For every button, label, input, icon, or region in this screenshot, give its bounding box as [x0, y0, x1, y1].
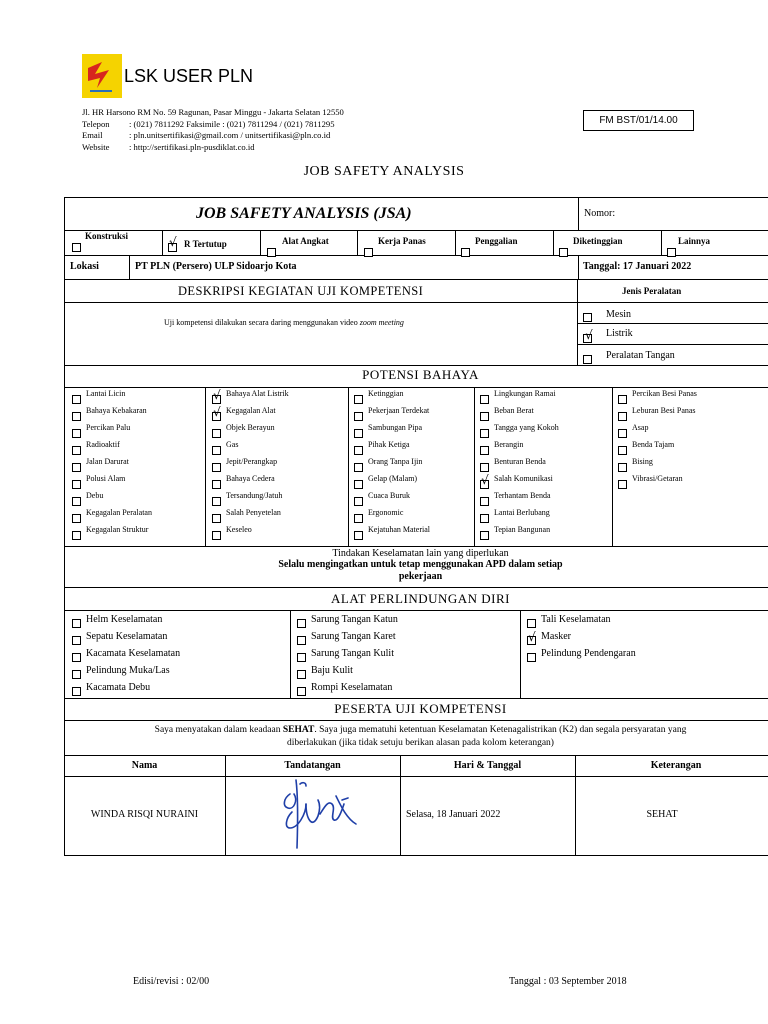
apd-checkbox[interactable]: [72, 687, 81, 696]
potensi-checkbox[interactable]: [72, 497, 81, 506]
worktype-rtertutup-label: R Tertutup: [184, 239, 227, 249]
potensi-label: Orang Tanpa Ijin: [368, 457, 423, 466]
potensi-label: Berangin: [494, 440, 524, 449]
potensi-label: Kejatuhan Material: [368, 525, 430, 534]
potensi-checkbox[interactable]: [618, 480, 627, 489]
apd-checkbox[interactable]: [72, 619, 81, 628]
potensi-label: Bahaya Alat Listrik: [226, 389, 289, 398]
potensi-checkbox[interactable]: [72, 395, 81, 404]
potensi-label: Sambungan Pipa: [368, 423, 422, 432]
potensi-label: Asap: [632, 423, 649, 432]
potensi-label: Benturan Benda: [494, 457, 546, 466]
potensi-checkbox[interactable]: [354, 446, 363, 455]
pln-logo-icon: [82, 54, 122, 98]
potensi-label: Tersandung/Jatuh: [226, 491, 283, 500]
check-icon: √: [585, 328, 593, 342]
potensi-label: Bahaya Kebakaran: [86, 406, 147, 415]
potensi-checkbox[interactable]: [72, 412, 81, 421]
apd-heading: ALAT PERLINDUNGAN DIRI: [330, 591, 511, 606]
apd-checkbox[interactable]: [527, 653, 536, 662]
apd-label: Baju Kulit: [311, 665, 353, 676]
potensi-checkbox[interactable]: [480, 429, 489, 438]
worktype-lainnya-checkbox[interactable]: [667, 248, 676, 257]
potensi-checkbox[interactable]: [72, 480, 81, 489]
apd-label: Kacamata Debu: [86, 682, 151, 693]
peserta-hari-tanggal: Selasa, 18 Januari 2022: [406, 809, 501, 820]
worktype-alatangkat-label: Alat Angkat: [282, 236, 329, 246]
check-icon: √: [528, 630, 536, 644]
potensi-label: Objek Berayun: [226, 423, 275, 432]
potensi-label: Cuaca Buruk: [368, 491, 410, 500]
potensi-label: Tangga yang Kokoh: [494, 423, 559, 432]
potensi-label: Terhantam Benda: [494, 491, 551, 500]
apd-label: Sepatu Keselamatan: [86, 631, 168, 642]
jsa-title: JOB SAFETY ANALYSIS (JSA): [196, 205, 412, 222]
worktype-penggalian-checkbox[interactable]: [461, 248, 470, 257]
potensi-checkbox[interactable]: [212, 531, 221, 540]
potensi-label: Kegagalan Struktur: [86, 525, 149, 534]
tindakan-line2: pekerjaan: [398, 571, 443, 582]
potensi-label: Salah Penyetelan: [226, 508, 281, 517]
potensi-label: Vibrasi/Getaran: [632, 474, 683, 483]
apd-checkbox[interactable]: [297, 670, 306, 679]
deskripsi-heading: DESKRIPSI KEGIATAN UJI KOMPETENSI: [178, 284, 424, 298]
potensi-checkbox[interactable]: [354, 395, 363, 404]
potensi-label: Lantai Berlubang: [494, 508, 550, 517]
worktype-diketinggian-checkbox[interactable]: [559, 248, 568, 257]
jenis-listrik-label: Listrik: [606, 328, 633, 339]
potensi-label: Debu: [86, 491, 104, 500]
potensi-checkbox[interactable]: [618, 395, 627, 404]
col-header-keterangan: Keterangan: [650, 760, 702, 771]
potensi-checkbox[interactable]: [354, 514, 363, 523]
org-name: LSK USER PLN: [124, 66, 254, 86]
worktype-kerjapanas-checkbox[interactable]: [364, 248, 373, 257]
potensi-checkbox[interactable]: [618, 463, 627, 472]
potensi-checkbox[interactable]: [618, 446, 627, 455]
jenis-mesin-checkbox[interactable]: [583, 313, 592, 322]
apd-label: Tali Keselamatan: [541, 614, 611, 625]
col-header-tandatangan: Tandatangan: [284, 760, 341, 771]
potensi-checkbox[interactable]: [72, 446, 81, 455]
worktype-konstruksi-label: Konstruksi: [85, 231, 129, 241]
potensi-checkbox[interactable]: [212, 446, 221, 455]
potensi-label: Percikan Besi Panas: [632, 389, 697, 398]
check-icon: √: [169, 235, 177, 249]
potensi-checkbox[interactable]: [480, 497, 489, 506]
check-icon: √: [213, 405, 221, 419]
worktype-diketinggian-label: Diketinggian: [573, 236, 623, 246]
potensi-label: Jalan Darurat: [86, 457, 129, 466]
document-title: JOB SAFETY ANALYSIS: [303, 164, 465, 179]
potensi-checkbox[interactable]: [618, 412, 627, 421]
potensi-label: Bising: [632, 457, 653, 466]
jenis-peralatan-heading: Jenis Peralatan: [622, 286, 682, 296]
apd-checkbox[interactable]: [297, 687, 306, 696]
apd-label: Pelindung Muka/Las: [86, 665, 170, 676]
apd-checkbox[interactable]: [297, 619, 306, 628]
potensi-checkbox[interactable]: [212, 429, 221, 438]
potensi-label: Bahaya Cedera: [226, 474, 275, 483]
potensi-label: Tepian Bangunan: [494, 525, 551, 534]
potensi-label: Kegagalan Peralatan: [86, 508, 152, 517]
potensi-label: Radioaktif: [86, 440, 120, 449]
potensi-label: Kegagalan Alat: [226, 406, 276, 415]
potensi-label: Lingkungan Ramai: [494, 389, 556, 398]
apd-checkbox[interactable]: [72, 636, 81, 645]
potensi-checkbox[interactable]: [354, 497, 363, 506]
potensi-label: Keseleo: [226, 525, 252, 534]
potensi-checkbox[interactable]: [480, 531, 489, 540]
worktype-kerjapanas-label: Kerja Panas: [378, 236, 426, 246]
potensi-checkbox[interactable]: [354, 480, 363, 489]
potensi-checkbox[interactable]: [212, 497, 221, 506]
worktype-alatangkat-checkbox[interactable]: [267, 248, 276, 257]
potensi-label: Benda Tajam: [632, 440, 675, 449]
contact-website: Website : http://sertifikasi.pln-pusdiklat.co.id: [82, 141, 255, 152]
potensi-checkbox[interactable]: [480, 395, 489, 404]
signature-image: [276, 774, 360, 854]
potensi-label: Percikan Palu: [86, 423, 131, 432]
tindakan-line1: Selalu mengingatkan untuk tetap menggunakan APD dalam setiap: [278, 559, 563, 570]
potensi-label: Ergonomic: [368, 508, 404, 517]
apd-label: Sarung Tangan Kulit: [311, 648, 394, 659]
potensi-label: Ketinggian: [368, 389, 404, 398]
apd-label: Sarung Tangan Karet: [311, 631, 396, 642]
potensi-label: Pekerjaan Terdekat: [368, 406, 430, 415]
address-line: Jl. HR Harsono RM No. 59 Ragunan, Pasar Minggu - Jakarta Selatan 12550: [82, 107, 344, 117]
potensi-label: Gas: [226, 440, 239, 449]
contact-telepon: Telepon : (021) 7811292 Faksimile : (021) 7811294 / (021) 7811295: [82, 118, 335, 129]
lokasi-value: PT PLN (Persero) ULP Sidoarjo Kota: [135, 261, 297, 272]
potensi-checkbox[interactable]: [354, 531, 363, 540]
deskripsi-text: Uji kompetensi dilakukan secara daring menggunakan video zoom meeting: [164, 318, 404, 327]
tanggal-jsa: Tanggal: 17 Januari 2022: [583, 261, 692, 272]
apd-checkbox[interactable]: [72, 653, 81, 662]
apd-label: Pelindung Pendengaran: [541, 648, 636, 659]
peserta-statement-line2: diberlakukan (jika tidak setuju berikan alasan pada kolom keterangan): [287, 738, 554, 748]
potensi-checkbox[interactable]: [72, 531, 81, 540]
potensi-label: Lantai Licin: [86, 389, 126, 398]
apd-label: Rompi Keselamatan: [311, 682, 393, 693]
potensi-checkbox[interactable]: [212, 480, 221, 489]
potensi-label: Gelap (Malam): [368, 474, 418, 483]
apd-checkbox[interactable]: [297, 653, 306, 662]
peserta-nama: WINDA RISQI NURAINI: [90, 809, 199, 820]
footer-edisi: Edisi/revisi : 02/00: [133, 976, 210, 987]
potensi-checkbox[interactable]: [618, 429, 627, 438]
col-header-hari-tanggal: Hari & Tanggal: [453, 760, 522, 771]
potensi-label: Leburan Besi Panas: [632, 406, 696, 415]
col-header-nama: Nama: [131, 760, 158, 771]
footer-tanggal: Tanggal : 03 September 2018: [509, 976, 627, 987]
form-code: FM BST/01/14.00: [583, 110, 694, 131]
lokasi-label: Lokasi: [70, 261, 99, 272]
worktype-penggalian-label: Penggalian: [475, 236, 518, 246]
nomor-label: Nomor:: [584, 208, 616, 219]
potensi-label: Polusi Alam: [86, 474, 126, 483]
potensi-heading: POTENSI BAHAYA: [362, 367, 479, 382]
worktype-lainnya-label: Lainnya: [678, 236, 711, 246]
potensi-checkbox[interactable]: [72, 463, 81, 472]
jenis-peralatan-tangan-label: Peralatan Tangan: [606, 350, 675, 361]
potensi-checkbox[interactable]: [480, 514, 489, 523]
contact-block: [82, 107, 344, 153]
potensi-checkbox[interactable]: [212, 514, 221, 523]
tindakan-label: Tindakan Keselamatan lain yang diperlukan: [332, 548, 509, 559]
potensi-checkbox[interactable]: [72, 429, 81, 438]
contact-email: Email : pln.unitsertifikasi@gmail.com / unitsertifikasi@pln.co.id: [82, 130, 331, 140]
jenis-peralatan-tangan-checkbox[interactable]: [583, 355, 592, 364]
potensi-checkbox[interactable]: [72, 514, 81, 523]
potensi-checkbox[interactable]: [354, 412, 363, 421]
potensi-checkbox[interactable]: [480, 412, 489, 421]
potensi-label: Jepit/Perangkap: [226, 457, 278, 466]
apd-checkbox[interactable]: [72, 670, 81, 679]
check-icon: √: [213, 388, 221, 402]
apd-label: Sarung Tangan Katun: [311, 614, 398, 625]
check-icon: √: [481, 473, 489, 487]
jenis-mesin-label: Mesin: [606, 309, 631, 320]
potensi-label: Salah Komunikasi: [494, 474, 553, 483]
apd-label: Helm Keselamatan: [86, 614, 163, 625]
peserta-keterangan: SEHAT: [646, 809, 678, 820]
potensi-label: Pihak Ketiga: [368, 440, 410, 449]
potensi-checkbox[interactable]: [354, 429, 363, 438]
peserta-statement: Saya menyatakan dalam keadaan SEHAT. Saya juga mematuhi ketentuan Keselamatan Ketenagalistrikan (K2) dan segala persyaratan yang: [154, 725, 687, 735]
apd-label: Kacamata Keselamatan: [86, 648, 181, 659]
apd-checkbox[interactable]: [527, 619, 536, 628]
peserta-heading: PESERTA UJI KOMPETENSI: [334, 701, 507, 716]
potensi-checkbox[interactable]: [480, 446, 489, 455]
worktype-konstruksi-checkbox[interactable]: [72, 243, 81, 252]
potensi-checkbox[interactable]: [212, 463, 221, 472]
apd-label: Masker: [541, 631, 571, 642]
apd-checkbox[interactable]: [297, 636, 306, 645]
potensi-checkbox[interactable]: [480, 463, 489, 472]
potensi-label: Beban Berat: [494, 406, 534, 415]
potensi-checkbox[interactable]: [354, 463, 363, 472]
